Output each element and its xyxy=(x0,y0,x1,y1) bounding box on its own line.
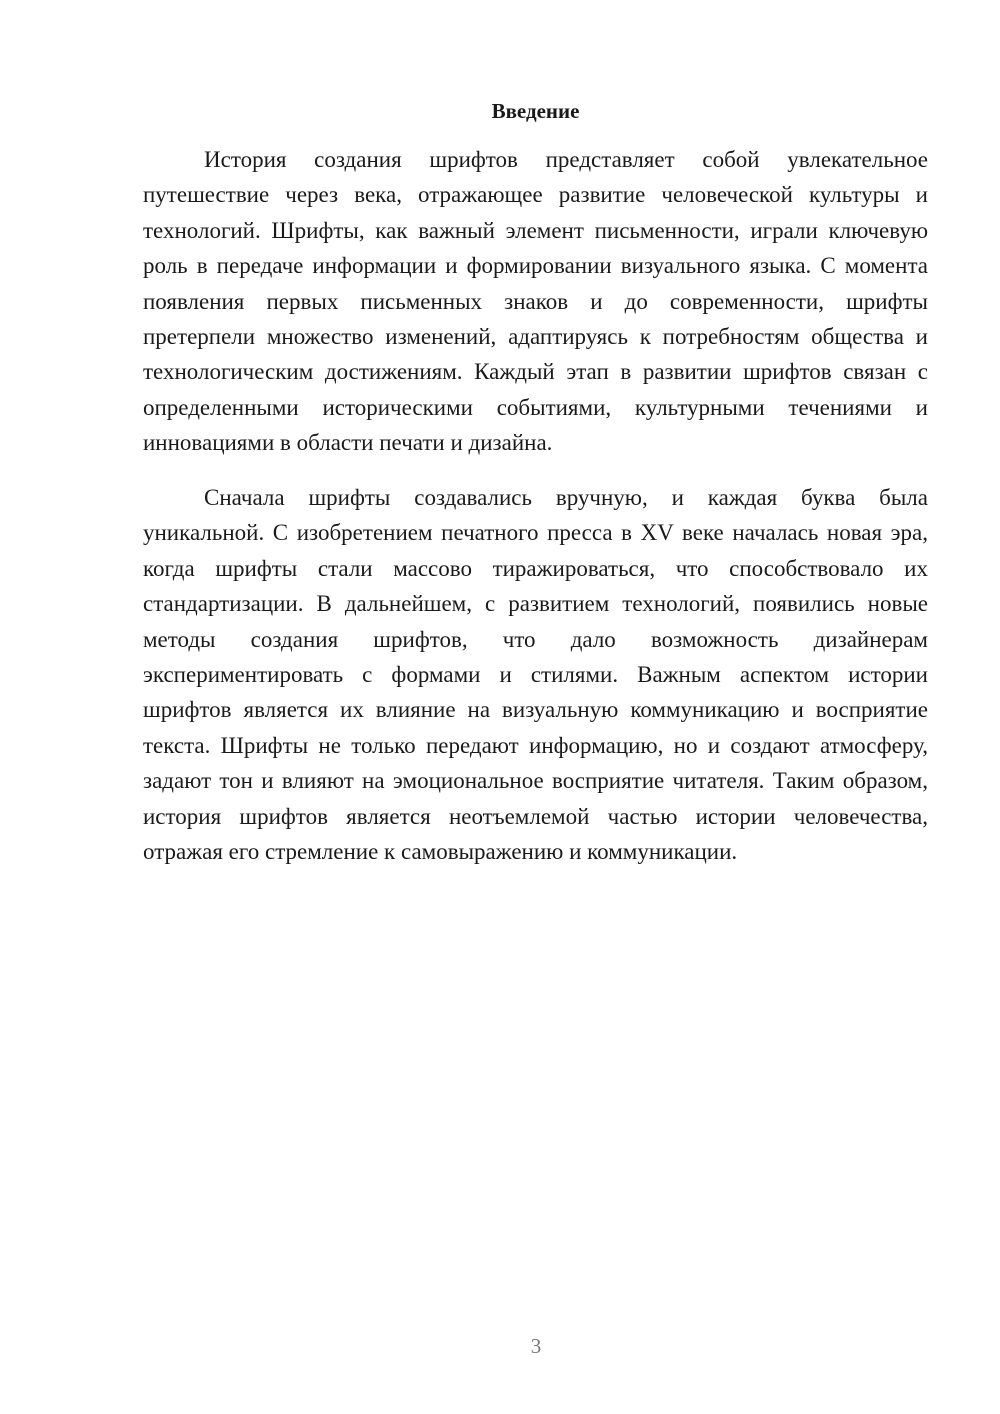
page-number: 3 xyxy=(530,1334,542,1358)
body-paragraph-1: История создания шрифтов представляет собой увлекательное путешествие через века, отражающее развитие человеческой культуры и технологий. Шрифты, как важный элемент письменности, играли ключевую роль в передаче информации и формировании визуального языка. С момента появления первых письменных знаков и до современности, шрифты претерпели множество изменений, адаптируясь к потребностям общества и технологическим достижениям. Каждый этап в развитии шрифтов связан с определенными историческими событиями, культурными течениями и инновациями в области печати и дизайна. xyxy=(143,147,928,456)
body-paragraph-2: Сначала шрифты создавались вручную, и каждая буква была уникальной. С изобретением печатного пресса в XV веке началась новая эра, когда шрифты стали массово тиражироваться, что способствовало их стандартизации. В дальнейшем, с развитием технологий, появились новые методы создания шрифтов, что дало возможность дизайнерам экспериментировать с формами и стилями. Важным аспектом истории шрифтов является их влияние на визуальную коммуникацию и восприятие текста. Шрифты не только передают информацию, но и создают атмосферу, задают тон и влияют на эмоциональное восприятие читателя. Таким образом, история шрифтов является неотъемлемой частью истории человечества, отражая его стремление к самовыражению и коммуникации. xyxy=(143,485,928,865)
section-heading: Введение xyxy=(491,99,580,123)
